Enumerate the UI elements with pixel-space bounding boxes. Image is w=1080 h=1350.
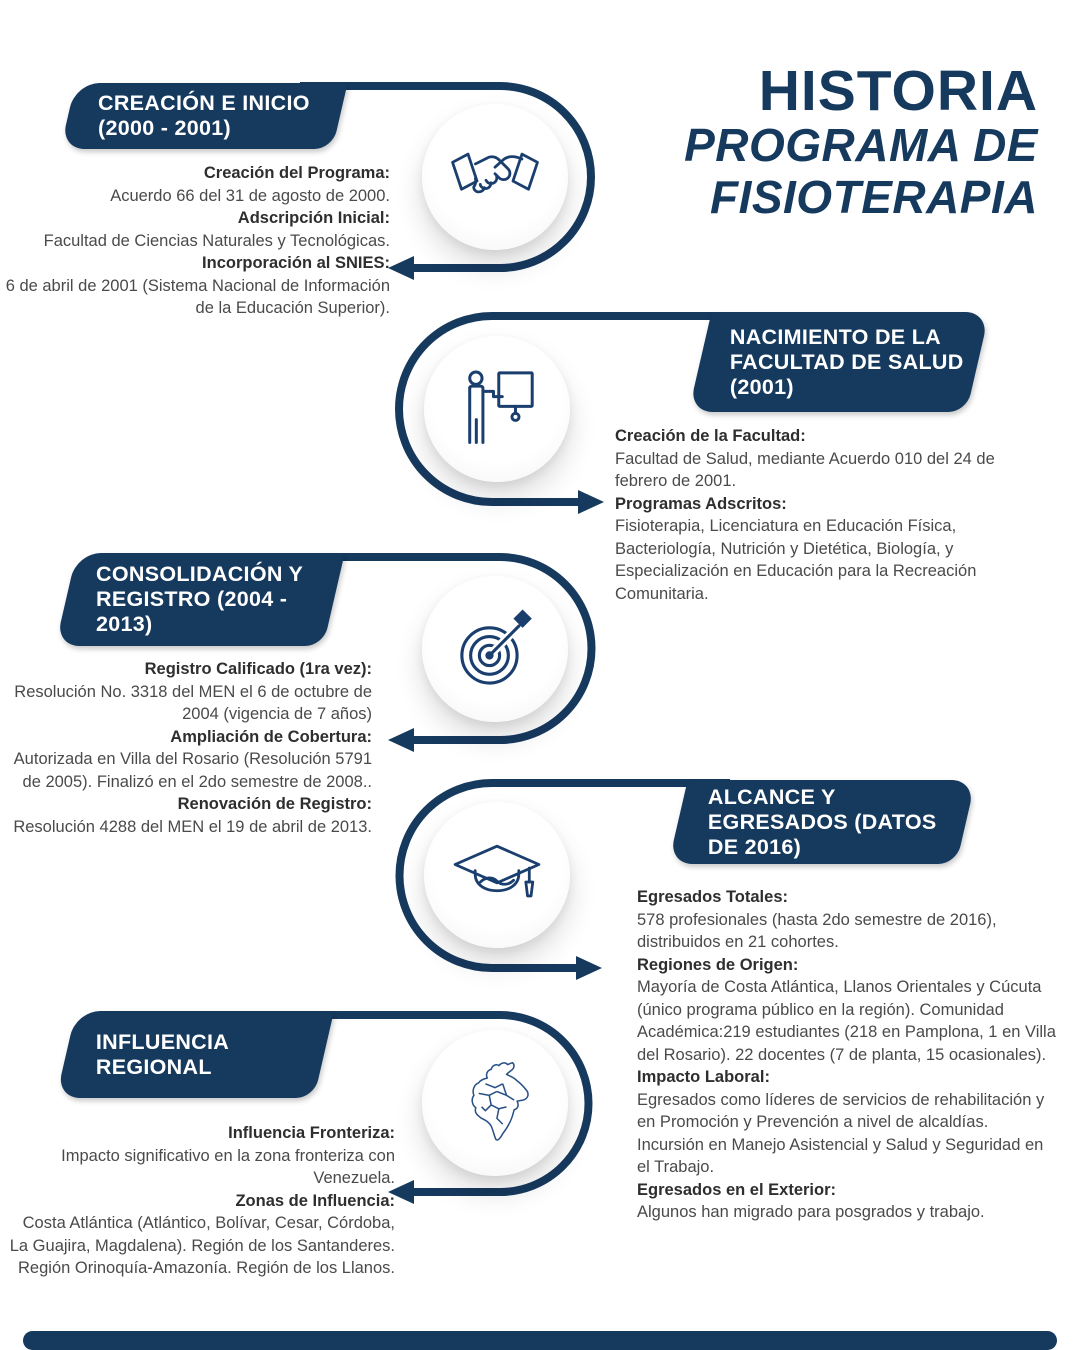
- banner-line: REGIONAL: [96, 1054, 212, 1079]
- banner-influencia-regional: [56, 1011, 334, 1098]
- item-label: Egresados en el Exterior:: [637, 1180, 836, 1199]
- banner-line: FACULTAD DE SALUD: [730, 349, 964, 374]
- section-alcance-text: [637, 886, 1057, 1224]
- item-label: Egresados Totales:: [637, 888, 788, 906]
- item-text: Autorizada en Villa del Rosario (Resolución 5791 de 2005). Finalizó en el 2do semestre de 2008..: [13, 750, 372, 791]
- banner-line: CREACIÓN E INICIO: [98, 91, 310, 116]
- item-text: Egresados como líderes de servicios de rehabilitación y en Promoción y Prevención a nivel de alcaldías. Incursión en Manejo Asistencial y Salud y Seguridad en el Trabajo.: [637, 1090, 1045, 1176]
- item-label: Ampliación de Cobertura:: [170, 727, 372, 746]
- section-nacimiento-text: [615, 425, 1015, 605]
- footer-bar: [23, 1331, 1057, 1350]
- banner-nacimiento-facultad: [688, 312, 989, 412]
- target-icon: [449, 603, 541, 695]
- item-label: Creación de la Facultad:: [615, 427, 806, 445]
- banner-line: INFLUENCIA: [96, 1029, 230, 1054]
- section-creacion-text: [0, 162, 390, 320]
- section-influencia-text: [3, 1122, 395, 1280]
- banner-creacion-e-inicio: [60, 83, 347, 149]
- item-text: Algunos han migrado para posgrados y trabajo.: [637, 1203, 985, 1221]
- page-title-main: HISTORIA: [758, 59, 1038, 123]
- item-text: Acuerdo 66 del 31 de agosto de 2000.: [110, 186, 390, 205]
- graduation-cap-icon: [449, 838, 545, 912]
- item-label: Zonas de Influencia:: [235, 1191, 395, 1210]
- item-text: Fisioterapia, Licenciatura en Educación Física, Bacteriología, Nutrición y Dietética, Biología, y Especialización en Educación para la Recreación Comunitaria.: [615, 517, 977, 603]
- item-text: Costa Atlántica (Atlántico, Bolívar, Cesar, Córdoba, La Guajira, Magdalena). Región de los Santanderes. Región Orinoquía-Amazonía. Región de los Llanos.: [9, 1214, 395, 1277]
- banner-alcance-egresados: [668, 780, 975, 864]
- banner-line: 2013): [96, 611, 153, 636]
- colombia-map-icon: [447, 1055, 543, 1151]
- section-consolidacion-text: [0, 658, 372, 838]
- banner-line: NACIMIENTO DE LA: [730, 324, 942, 349]
- item-label: Influencia Fronteriza:: [228, 1124, 395, 1142]
- page-title-sub-line2: FISIOTERAPIA: [709, 171, 1038, 224]
- banner-consolidacion-registro: [55, 553, 344, 646]
- page-title-sub-line1: PROGRAMA DE: [684, 119, 1038, 172]
- item-text: 6 de abril de 2001 (Sistema Nacional de Información de la Educación Superior).: [5, 276, 390, 317]
- banner-line: EGRESADOS (DATOS: [708, 809, 937, 834]
- timeline-node-3: [422, 576, 568, 722]
- item-label: Impacto Laboral:: [637, 1068, 770, 1086]
- timeline-node-2: [424, 336, 570, 482]
- item-label: Incorporación al SNIES:: [202, 254, 390, 272]
- item-label: Programas Adscritos:: [615, 494, 787, 513]
- item-label: Adscripción Inicial:: [237, 209, 390, 227]
- timeline-node-5: [422, 1030, 568, 1176]
- item-text: Resolución No. 3318 del MEN el 6 de octubre de 2004 (vigencia de 7 años): [14, 682, 372, 723]
- item-text: Facultad de Ciencias Naturales y Tecnológicas.: [43, 231, 390, 250]
- handshake-icon: [446, 142, 544, 212]
- timeline-node-1: [422, 104, 568, 250]
- item-text: 578 profesionales (hasta 2do semestre de 2016), distribuidos en 21 cohortes.: [637, 910, 997, 951]
- timeline-node-4: [424, 802, 570, 948]
- banner-line: REGISTRO (2004 -: [96, 587, 288, 612]
- banner-line: DE 2016): [708, 834, 802, 859]
- item-label: Creación del Programa:: [203, 164, 390, 182]
- banner-line: (2001): [730, 374, 794, 399]
- item-label: Regiones de Origen:: [637, 955, 799, 974]
- item-text: Mayoría de Costa Atlántica, Llanos Orientales y Cúcuta (único programa público en la región). Comunidad Académica:219 estudiantes (218 en Pamplona, 1 en Villa del Rosario). 22 docentes (7 de planta, 15 ocasionales).: [637, 978, 1056, 1064]
- item-label: Renovación de Registro:: [177, 795, 372, 813]
- item-text: Facultad de Salud, mediante Acuerdo 010 del 24 de febrero de 2001.: [615, 449, 995, 490]
- item-label: Registro Calificado (1ra vez):: [144, 660, 372, 678]
- item-text: Impacto significativo en la zona fronteriza con Venezuela.: [61, 1146, 395, 1187]
- banner-line: (2000 - 2001): [98, 116, 231, 140]
- presentation-icon: [453, 363, 541, 455]
- banner-line: ALCANCE Y: [708, 784, 836, 809]
- item-text: Resolución 4288 del MEN el 19 de abril de 2013.: [13, 817, 372, 836]
- banner-line: CONSOLIDACIÓN Y: [96, 562, 304, 587]
